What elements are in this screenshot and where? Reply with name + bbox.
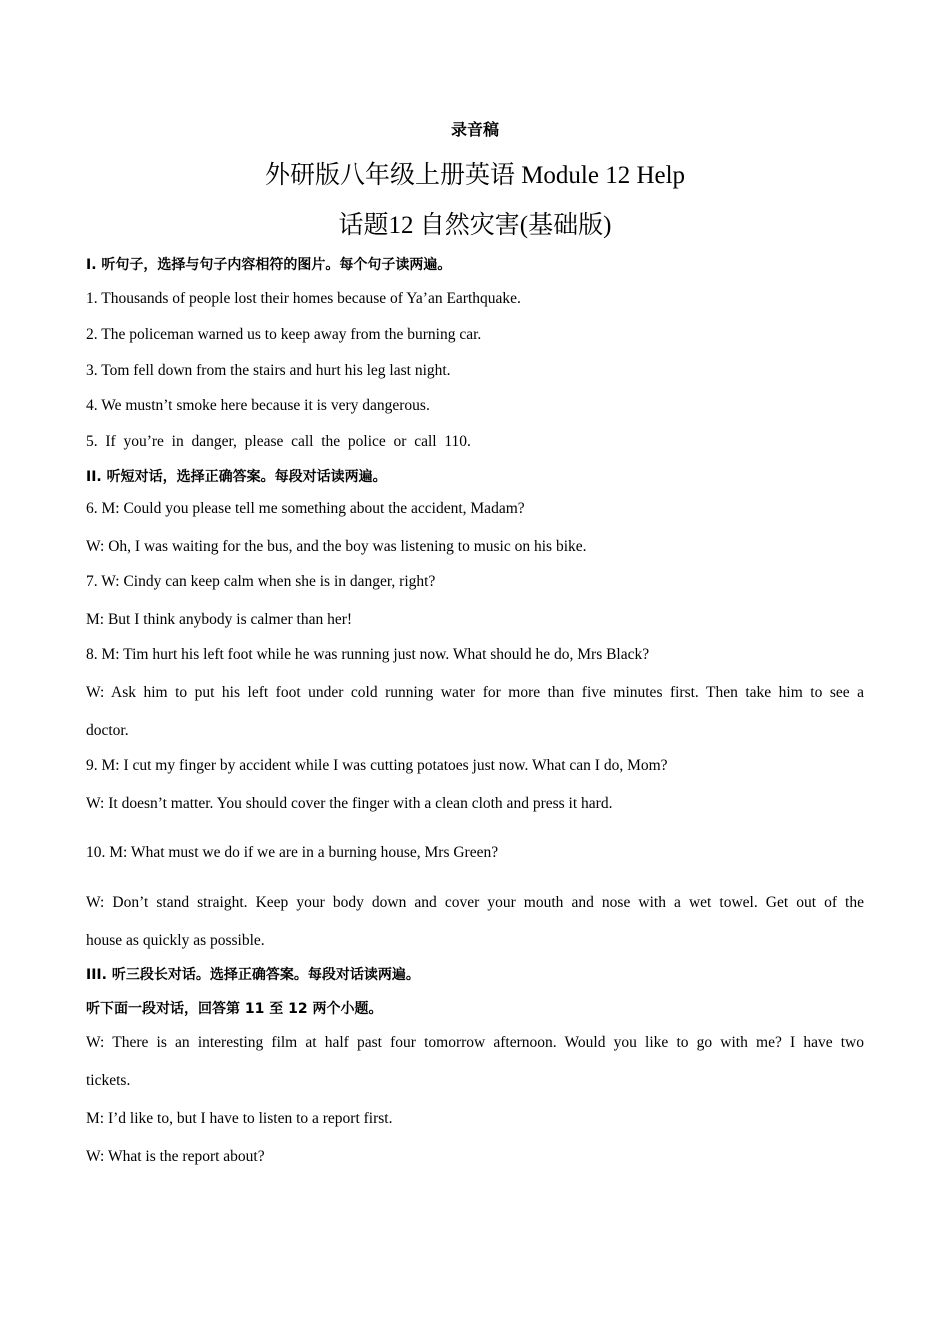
- sentence-4: 4. We mustn’t smoke here because it is very dangerous.: [86, 397, 430, 414]
- dialogue-line: W: There is an interesting film at half past four tomorrow afternoon. Would you like to go with me? I have two: [86, 1034, 864, 1051]
- dialogue-line: W: Don’t stand straight. Keep your body down and cover your mouth and nose with a wet towel. Get out of the: [86, 894, 864, 911]
- dialogue-line: 6. M: Could you please tell me something about the accident, Madam?: [86, 500, 525, 517]
- section-1-heading: Ⅰ. 听句子，选择与句子内容相符的图片。每个句子读两遍。: [86, 257, 452, 273]
- document-label: 录音稿: [450, 120, 499, 139]
- dialogue-line: W: Ask him to put his left foot under cold running water for more than five minutes first. Then take him to see a: [86, 684, 864, 701]
- dialogue-line: tickets.: [86, 1072, 131, 1089]
- sentence-3: 3. Tom fell down from the stairs and hurt his leg last night.: [86, 362, 451, 379]
- section-3-intro: 听下面一段对话，回答第 11 至 12 两个小题。: [86, 1001, 383, 1017]
- dialogue-line: 10. M: What must we do if we are in a burning house, Mrs Green?: [86, 844, 499, 861]
- section-2-heading: II. 听短对话，选择正确答案。每段对话读两遍。: [86, 469, 387, 485]
- dialogue-line: W: Oh, I was waiting for the bus, and the boy was listening to music on his bike.: [86, 538, 587, 555]
- document-subtitle: 话题12 自然灾害(基础版): [338, 212, 612, 239]
- dialogue-line: W: It doesn’t matter. You should cover the finger with a clean cloth and press it hard.: [86, 795, 613, 812]
- dialogue-line: M: But I think anybody is calmer than her!: [86, 611, 353, 628]
- dialogue-line: W: What is the report about?: [86, 1148, 265, 1165]
- document-title: 外研版八年级上册英语 Module 12 Help: [264, 162, 686, 189]
- dialogue-line: M: I’d like to, but I have to listen to a report first.: [86, 1110, 393, 1127]
- dialogue-line: 8. M: Tim hurt his left foot while he was running just now. What should he do, Mrs Black?: [86, 646, 650, 663]
- sentence-5: 5. If you’re in danger, please call the police or call 110.: [86, 433, 471, 450]
- dialogue-line: doctor.: [86, 722, 129, 739]
- dialogue-line: house as quickly as possible.: [86, 932, 265, 949]
- sentence-1: 1. Thousands of people lost their homes because of Ya’an Earthquake.: [86, 290, 521, 307]
- section-3-heading: III. 听三段长对话。选择正确答案。每段对话读两遍。: [86, 967, 420, 983]
- dialogue-line: 7. W: Cindy can keep calm when she is in danger, right?: [86, 573, 436, 590]
- sentence-2: 2. The policeman warned us to keep away from the burning car.: [86, 326, 482, 343]
- dialogue-line: 9. M: I cut my finger by accident while I was cutting potatoes just now. What can I do, Mom?: [86, 757, 668, 774]
